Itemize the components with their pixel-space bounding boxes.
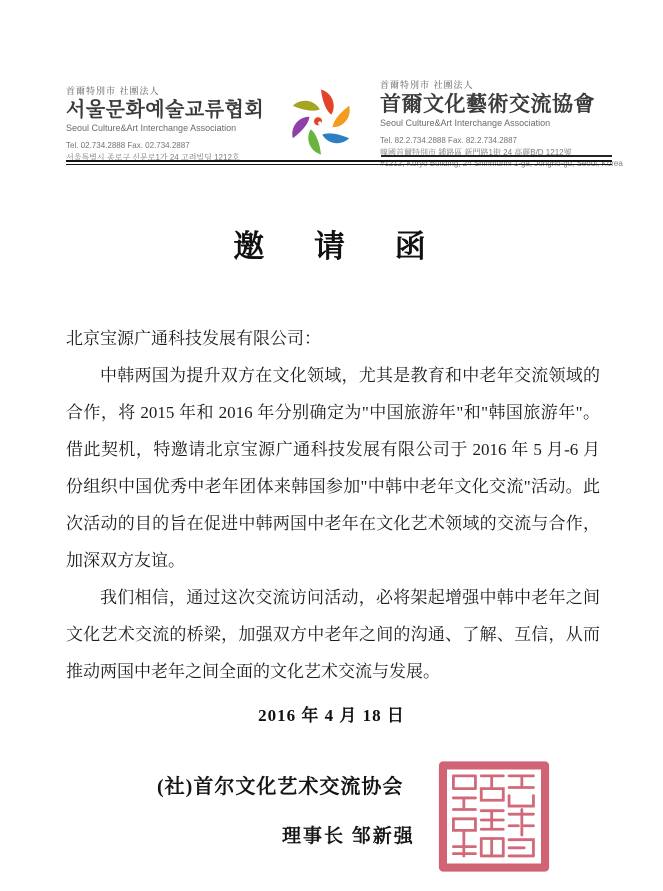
contact-left: Tel. 02.734.2888 Fax. 02.734.2887 <box>66 141 190 150</box>
signature-signer: 理事长 邹新强 <box>282 826 415 847</box>
red-square-seal-stamp-icon <box>436 757 552 876</box>
authority-label-left: 首爾特別市 社團法人 <box>66 86 160 96</box>
letterhead-right-underline <box>381 155 612 157</box>
org-name-chinese: 首爾文化藝術交流協會 <box>380 93 595 116</box>
header-divider <box>66 160 612 165</box>
paragraph-2: 我们相信，通过这次交流访问活动，必将架起增强中韩中老年之间文化艺术交流的桥梁，加强双方中老年之间的沟通、了解、互信，从而推动两国中老年之间全面的文化艺术交流与发展。 <box>66 588 600 681</box>
signature-organization: (社)首尔文化艺术交流协会 <box>157 776 404 798</box>
salutation: 北京宝源广通科技发展有限公司： <box>66 329 321 348</box>
org-name-english-left: Seoul Culture&Art Interchange Association <box>66 123 237 133</box>
date-line: 2016 年 4 月 18 日 <box>258 706 405 725</box>
org-name-korean: 서울문화예술교류협회 <box>66 99 265 121</box>
org-name-english-right: Seoul Culture&Art Interchange Association <box>380 118 551 129</box>
address-right-english: #1212, Koryo Building, 24 Shinmunni 1-ga, Jongno-gu, Seoul, Korea <box>380 159 623 169</box>
paragraph-1: 中韩两国为提升双方在文化领域，尤其是教育和中老年交流领域的合作，将 2015 年和 2016 年分别确定为"中国旅游年"和"韩国旅游年"。借此契机，特邀请北京宝源广通科技发展有限公司于 2016 年 5 月-6 月份组织中国优秀中老年团体来韩国参加"中韩中老年文化交流"活动。此次活动的目的旨在促进中韩两国中老年在文化艺术领域的交流与合作，加深双方友谊。 <box>66 366 600 570</box>
letterhead-left <box>66 84 281 163</box>
pinwheel-logo-icon <box>284 84 358 160</box>
letter-body <box>66 320 600 690</box>
contact-right: Tel. 82.2.734.2888 Fax. 82.2.734.2887 <box>380 136 517 146</box>
document-title: 邀 请 函 <box>233 229 430 264</box>
address-left: 서울특별시 종로구 신문로1가 24 고려빌딩 1212호 <box>66 152 240 162</box>
address-right-chinese: 韓國首爾特別市 鍾路區 新門路1街 24 高麗B/D 1212號 <box>380 147 572 157</box>
authority-label-right: 首爾特別市 社團法人 <box>380 80 474 90</box>
